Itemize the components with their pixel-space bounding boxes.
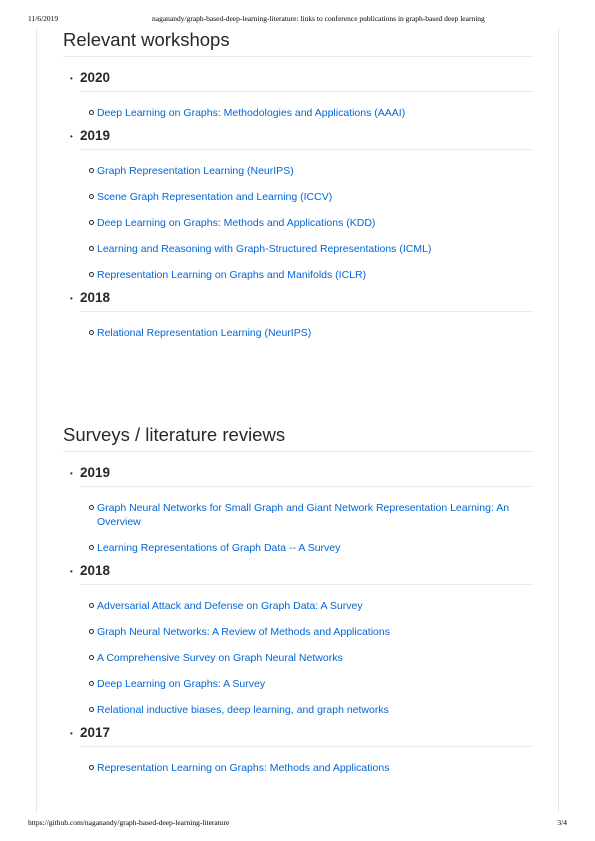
print-page-number: 3/4 — [557, 818, 567, 827]
list-item — [63, 242, 533, 256]
circle-bullet-icon — [89, 655, 94, 660]
year-heading: 2017 — [80, 725, 111, 740]
circle-bullet-icon — [89, 545, 94, 550]
publication-link[interactable]: Graph Representation Learning (NeurIPS) — [97, 165, 294, 177]
circle-bullet-icon — [89, 194, 94, 199]
publication-link[interactable]: Scene Graph Representation and Learning (ICCV) — [97, 191, 333, 203]
circle-bullet-icon — [89, 330, 94, 335]
list-item — [63, 541, 533, 555]
publication-link[interactable]: Relational inductive biases, deep learning, and graph networks — [97, 704, 389, 716]
readme-content — [63, 28, 533, 775]
print-url: https://github.com/naganandy/graph-based-deep-learning-literature — [28, 818, 230, 827]
print-page-title: naganandy/graph-based-deep-learning-literature: links to conference publications in graph-based deep learning — [152, 14, 485, 23]
list-item — [63, 599, 533, 613]
link-list — [63, 761, 533, 775]
year-block — [63, 724, 533, 775]
year-heading: 2020 — [80, 70, 111, 85]
list-item — [63, 190, 533, 204]
bullet-icon: • — [70, 294, 73, 303]
year-heading: 2019 — [80, 465, 111, 480]
circle-bullet-icon — [89, 629, 94, 634]
year-divider — [80, 486, 533, 487]
link-list — [63, 501, 533, 555]
link-list — [63, 164, 533, 282]
print-footer — [28, 818, 567, 830]
publication-link[interactable]: Deep Learning on Graphs: Methods and Applications (KDD) — [97, 217, 376, 229]
workshops-list — [63, 69, 533, 340]
list-item — [63, 651, 533, 665]
list-item — [63, 268, 533, 282]
list-item — [63, 677, 533, 691]
bullet-icon: • — [70, 469, 73, 478]
list-item — [63, 625, 533, 639]
circle-bullet-icon — [89, 220, 94, 225]
year-item — [70, 69, 533, 91]
year-item — [70, 724, 533, 746]
year-item — [70, 464, 533, 486]
year-item — [70, 289, 533, 311]
list-item — [63, 164, 533, 178]
circle-bullet-icon — [89, 707, 94, 712]
year-item — [70, 562, 533, 584]
year-block — [63, 127, 533, 282]
year-divider — [80, 149, 533, 150]
year-heading: 2018 — [80, 290, 111, 305]
bullet-icon: • — [70, 132, 73, 141]
list-item — [63, 501, 533, 529]
circle-bullet-icon — [89, 246, 94, 251]
year-item — [70, 127, 533, 149]
list-item — [63, 216, 533, 230]
list-item — [63, 761, 533, 775]
publication-link[interactable]: Relational Representation Learning (NeurIPS) — [97, 327, 312, 339]
year-divider — [80, 311, 533, 312]
publication-link[interactable]: Deep Learning on Graphs: A Survey — [97, 678, 266, 690]
bullet-icon: • — [70, 729, 73, 738]
page-frame-left — [36, 28, 37, 813]
publication-link[interactable]: Adversarial Attack and Defense on Graph Data: A Survey — [97, 600, 363, 612]
bullet-icon: • — [70, 74, 73, 83]
print-date: 11/6/2019 — [28, 14, 59, 23]
surveys-list — [63, 464, 533, 775]
year-block — [63, 562, 533, 717]
surveys-heading: Surveys / literature reviews — [63, 424, 533, 452]
bullet-icon: • — [70, 567, 73, 576]
circle-bullet-icon — [89, 603, 94, 608]
publication-link[interactable]: Learning and Reasoning with Graph-Structured Representations (ICML) — [97, 243, 432, 255]
list-item — [63, 106, 533, 120]
publication-link[interactable]: Graph Neural Networks for Small Graph and Giant Network Representation Learning: An Overview — [97, 502, 510, 528]
year-heading: 2019 — [80, 128, 111, 143]
year-block — [63, 464, 533, 555]
print-header — [28, 14, 567, 26]
year-divider — [80, 91, 533, 92]
page-frame-right — [558, 28, 559, 813]
publication-link[interactable]: Deep Learning on Graphs: Methodologies and Applications (AAAI) — [97, 107, 406, 119]
year-divider — [80, 746, 533, 747]
list-item — [63, 703, 533, 717]
publication-link[interactable]: Representation Learning on Graphs: Methods and Applications — [97, 762, 390, 774]
circle-bullet-icon — [89, 765, 94, 770]
year-block — [63, 289, 533, 340]
link-list — [63, 106, 533, 120]
year-divider — [80, 584, 533, 585]
publication-link[interactable]: Graph Neural Networks: A Review of Methods and Applications — [97, 626, 390, 638]
circle-bullet-icon — [89, 168, 94, 173]
publication-link[interactable]: Learning Representations of Graph Data -- A Survey — [97, 542, 341, 554]
circle-bullet-icon — [89, 505, 94, 510]
circle-bullet-icon — [89, 110, 94, 115]
year-heading: 2018 — [80, 563, 111, 578]
link-list — [63, 326, 533, 340]
year-block — [63, 69, 533, 120]
list-item — [63, 326, 533, 340]
workshops-heading: Relevant workshops — [63, 29, 533, 57]
publication-link[interactable]: Representation Learning on Graphs and Manifolds (ICLR) — [97, 269, 367, 281]
link-list — [63, 599, 533, 717]
publication-link[interactable]: A Comprehensive Survey on Graph Neural Networks — [97, 652, 343, 664]
circle-bullet-icon — [89, 681, 94, 686]
circle-bullet-icon — [89, 272, 94, 277]
